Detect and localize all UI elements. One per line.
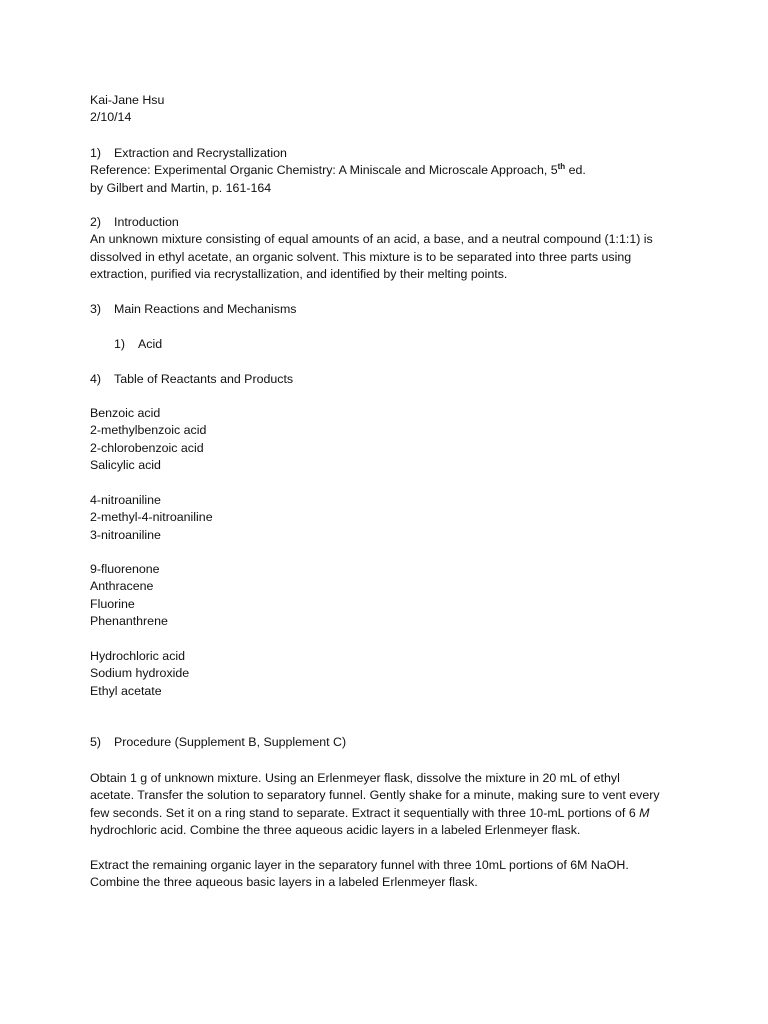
section-number: 4) — [90, 372, 102, 386]
header — [90, 92, 690, 127]
procedure-paragraph-1 — [90, 770, 690, 840]
section-extraction — [90, 145, 690, 197]
section-number: 1) — [90, 146, 102, 160]
list-item: Ethyl acetate — [90, 683, 162, 698]
section-heading — [90, 734, 690, 751]
section-reactions — [90, 301, 690, 318]
section-number: 3) — [90, 302, 102, 316]
list-item: 2-methylbenzoic acid — [90, 423, 207, 438]
intro-line: dissolved in ethyl acetate, an organic solvent. This mixture is to be separated into three parts using — [90, 249, 632, 264]
paragraph-text: few seconds. Set it on a ring stand to separate. Extract it sequentially with three 10-mL portions of 6 — [90, 805, 640, 820]
list-item: 9-fluorenone — [90, 562, 160, 576]
list-item: Benzoic acid — [90, 406, 161, 420]
reference-text: Reference: Experimental Organic Chemistry: A Miniscale and Microscale Approach, 5 — [90, 163, 558, 178]
section-title: Introduction — [114, 215, 179, 229]
paragraph-line: Extract the remaining organic layer in the separatory funnel with three 10mL portions of 6M NaOH. — [90, 858, 629, 872]
acids-list — [90, 405, 690, 475]
intro-line: An unknown mixture consisting of equal amounts of an acid, a base, and a neutral compound (1:1:1) is — [90, 232, 653, 247]
section-heading — [90, 301, 690, 318]
reference-authors: by Gilbert and Martin, p. 161-164 — [90, 180, 272, 195]
list-item: 4-nitroaniline — [90, 493, 161, 507]
paragraph-line: acetate. Transfer the solution to separatory funnel. Gently shake for a minute, making sure to vent every — [90, 788, 660, 803]
molar-unit: M — [639, 805, 650, 820]
subsection-acid — [114, 336, 714, 353]
subsection-title: Acid — [138, 337, 163, 351]
section-title: Extraction and Recrystallization — [114, 146, 287, 160]
list-item: Fluorine — [90, 596, 135, 611]
edition-superscript: th — [557, 162, 566, 172]
section-heading — [90, 214, 690, 231]
list-item: 3-nitroaniline — [90, 527, 161, 542]
author-name: Kai-Jane Hsu — [90, 93, 165, 107]
paragraph-line: Combine the three aqueous basic layers in a labeled Erlenmeyer flask. — [90, 875, 478, 890]
section-number: 2) — [90, 215, 102, 229]
bases-list — [90, 492, 690, 544]
intro-line: extraction, purified via recrystallization, and identified by their melting points. — [90, 267, 508, 282]
neutrals-list — [90, 561, 690, 631]
section-introduction — [90, 214, 690, 284]
list-item: Salicylic acid — [90, 458, 161, 473]
document-date: 2/10/14 — [90, 110, 132, 125]
section-number: 5) — [90, 735, 102, 749]
section-title: Table of Reactants and Products — [114, 372, 294, 386]
list-item: Hydrochloric acid — [90, 649, 186, 663]
section-title: Procedure (Supplement B, Supplement C) — [114, 735, 347, 749]
subsection-number: 1) — [114, 337, 126, 351]
section-heading — [90, 145, 690, 162]
reagents-list — [90, 648, 690, 700]
section-heading — [90, 371, 690, 388]
reference-line — [90, 162, 690, 179]
section-table — [90, 371, 690, 388]
paragraph-line — [90, 805, 690, 822]
list-item: 2-methyl-4-nitroaniline — [90, 510, 213, 525]
list-item: 2-chlorobenzoic acid — [90, 440, 204, 455]
list-item: Anthracene — [90, 579, 154, 594]
procedure-paragraph-2 — [90, 857, 690, 892]
section-procedure — [90, 734, 690, 751]
paragraph-line: Obtain 1 g of unknown mixture. Using an Erlenmeyer flask, dissolve the mixture in 20 mL of ethyl — [90, 771, 620, 785]
section-title: Main Reactions and Mechanisms — [114, 302, 297, 316]
reference-edition: ed. — [565, 163, 586, 178]
list-item: Phenanthrene — [90, 614, 168, 629]
list-item: Sodium hydroxide — [90, 666, 190, 681]
paragraph-line: hydrochloric acid. Combine the three aqueous acidic layers in a labeled Erlenmeyer flask. — [90, 823, 581, 838]
